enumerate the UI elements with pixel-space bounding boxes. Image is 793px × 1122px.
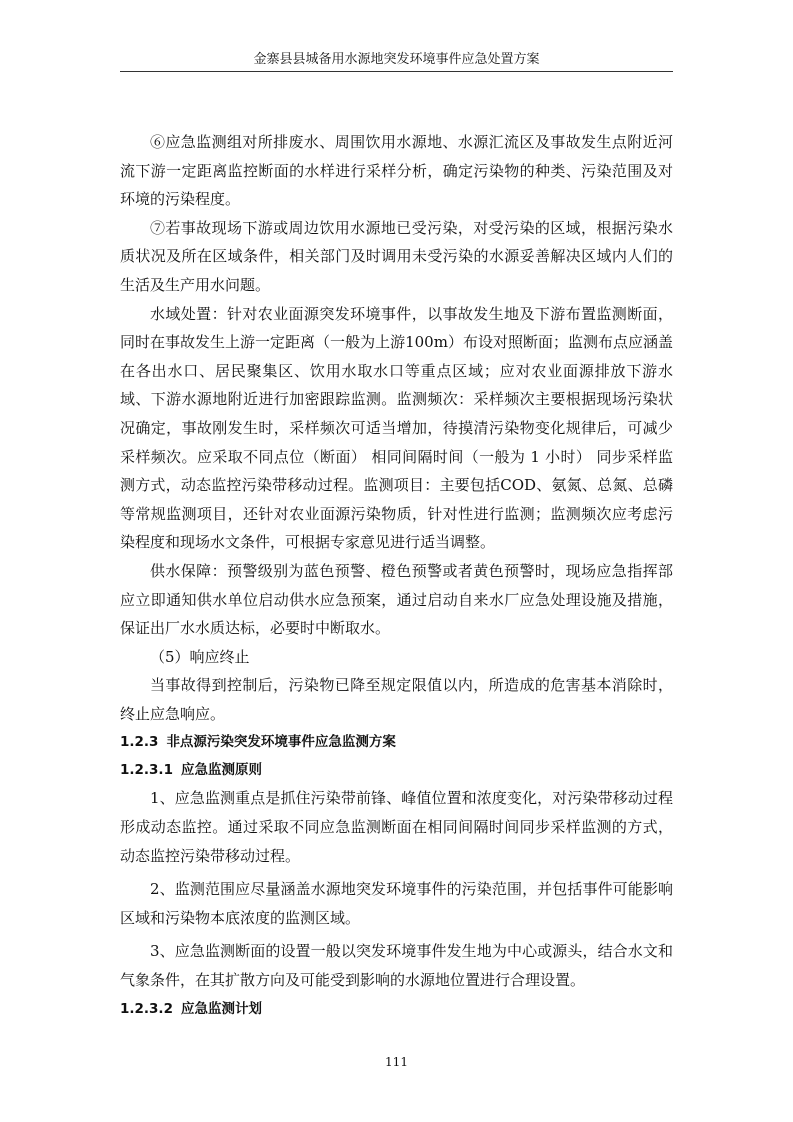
- document-body: [120, 128, 673, 1023]
- page-header: 金寨县县城备用水源地突发环境事件应急处置方案: [120, 52, 673, 72]
- section-number: 1.2.3: [120, 734, 159, 751]
- principle-1: 1、应急监测重点是抓住污染带前锋、峰值位置和浓度变化，对污染带移动过程形成动态监控。通过采取不同应急监测断面在相同间隔时间同步采样监测的方式，动态监控污染带移动过程。: [120, 789, 673, 865]
- paragraph-water-supply-contamination: ⑦若事故现场下游或周边饮用水源地已受污染，对受污染的区域，根据污染水质状况及所在区域条件，相关部门及时调用未受污染的水源妥善解决区域内人们的生活及生产用水问题。: [120, 218, 673, 294]
- section-title: 非点源污染突发环境事件应急监测方案: [166, 734, 396, 751]
- section-heading-1-2-3: [120, 728, 673, 756]
- section-title: 应急监测计划: [180, 1000, 262, 1017]
- section-number: 1.2.3.1: [120, 762, 173, 779]
- paragraph-response-termination: 当事故得到控制后，污染物已降至规定限值以内，所造成的危害基本消除时，终止应急响应。: [120, 676, 673, 723]
- paragraph-water-area-disposal: 水域处置：针对农业面源突发环境事件，以事故发生地及下游布置监测断面，同时在事故发生上游一定距离（一般为上游100m）布设对照断面；监测布点应涵盖在各出水口、居民聚集区、饮用水取水口等重点区域；应对农业面源排放下游水域、下游水源地附近进行加密跟踪监测。监测频次：采样频次主要根据现场污染状况确定，事故刚发生时，采样频次可适当增加，待摸清污染物变化规律后，可减少采样频次。应采取不同点位（断面） 相同间隔时间（一般为 1 小时） 同步采样监测方式，动态监控污染带移动过程。监测项目：主要包括COD、氨氮、总氮、总磷等常规监测项目，还针对农业面源污染物质，针对性进行监测；监测频次应考虑污染程度和现场水文条件，可根据专家意见进行适当调整。: [120, 304, 673, 552]
- paragraph-monitoring-group: ⑥应急监测组对所排废水、周围饮用水源地、水源汇流区及事故发生点附近河流下游一定距离监控断面的水样进行采样分析，确定污染物的种类、污染范围及对环境的污染程度。: [120, 133, 673, 209]
- principle-2: 2、监测范围应尽量涵盖水源地突发环境事件的污染范围，并包括事件可能影响区域和污染物本底浓度的监测区域。: [120, 880, 673, 927]
- paragraph-response-termination-heading: （5）响应终止: [150, 647, 250, 666]
- principle-3: 3、应急监测断面的设置一般以突发环境事件发生地为中心或源头，结合水文和气象条件，在其扩散方向及可能受到影响的水源地位置进行合理设置。: [120, 942, 673, 990]
- section-heading-1-2-3-2: [120, 995, 673, 1023]
- section-number: 1.2.3.2: [120, 1000, 173, 1017]
- paragraph-water-supply-guarantee: 供水保障：预警级别为蓝色预警、橙色预警或者黄色预警时，现场应急指挥部应立即通知供水单位启动供水应急预案，通过启动自来水厂应急处理设施及措施，保证出厂水水质达标，必要时中断取水。: [120, 561, 673, 638]
- page-number: 111: [385, 1055, 408, 1069]
- section-heading-1-2-3-1: [120, 756, 673, 784]
- section-title: 应急监测原则: [180, 762, 262, 779]
